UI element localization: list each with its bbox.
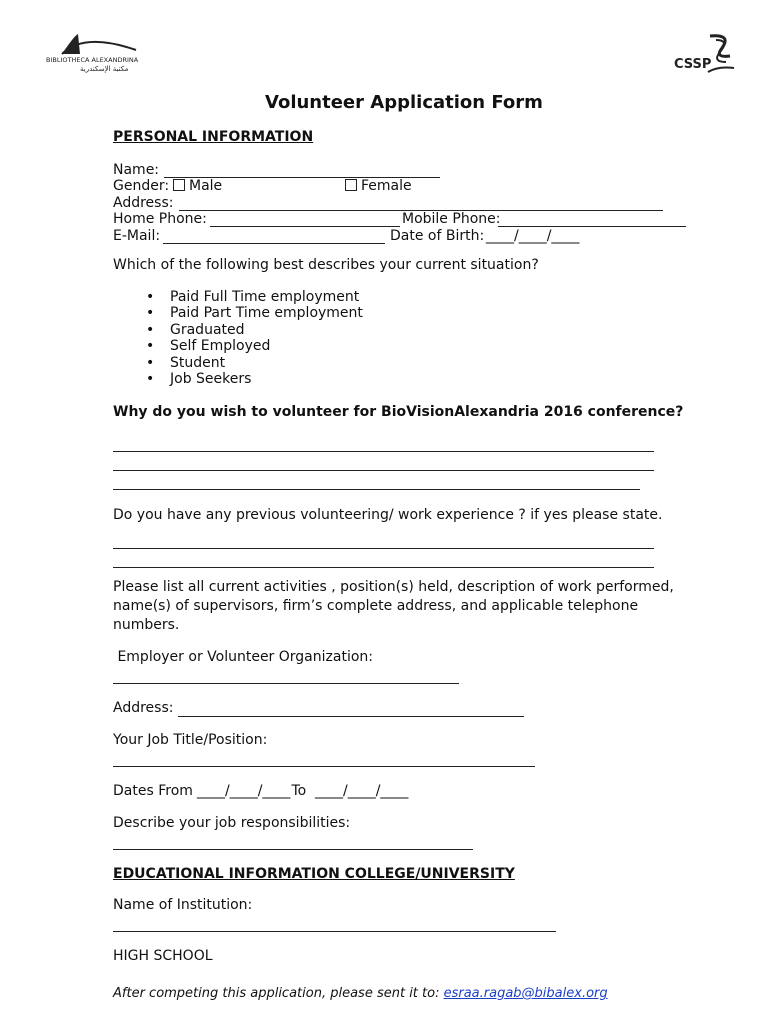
cssp-logo: [672, 32, 736, 78]
job-title-field[interactable]: [113, 766, 535, 767]
high-school-label: HIGH SCHOOL: [113, 948, 213, 964]
activities-instructions-1: Please list all current activities , position(s) held, description of work performed,: [113, 579, 674, 595]
bullet-icon: •: [146, 322, 155, 338]
male-label: Male: [189, 178, 223, 194]
home-phone-field[interactable]: [210, 226, 400, 227]
situation-option: Job Seekers: [170, 371, 252, 387]
education-heading: EDUCATIONAL INFORMATION COLLEGE/UNIVERSITY: [113, 866, 515, 882]
dob-field[interactable]: ____/____/____: [486, 228, 580, 244]
employer-org-field[interactable]: [113, 683, 459, 684]
why-answer-line-3[interactable]: [113, 489, 640, 490]
institution-label: Name of Institution:: [113, 897, 253, 913]
employer-address-field[interactable]: [178, 716, 524, 717]
situation-option: Paid Part Time employment: [170, 305, 363, 321]
dob-label: Date of Birth:: [390, 228, 489, 244]
mobile-phone-label: Mobile Phone:: [402, 211, 501, 227]
situation-option: Student: [170, 355, 226, 371]
male-checkbox[interactable]: [173, 179, 185, 191]
why-volunteer-question: Why do you wish to volunteer for BioVisionAlexandria 2016 conference?: [113, 404, 684, 420]
home-phone-label: Home Phone:: [113, 211, 212, 227]
mobile-phone-field[interactable]: [498, 226, 686, 227]
dates-to-label: To: [287, 783, 311, 799]
dates-to-field[interactable]: ____/____/____: [315, 783, 409, 799]
job-title-label: Your Job Title/Position:: [113, 732, 268, 748]
dates-from-label: Dates From: [113, 783, 198, 799]
activities-instructions-3: numbers.: [113, 617, 180, 633]
employer-org-label: Employer or Volunteer Organization:: [113, 649, 373, 665]
logo-left-name: BIBLIOTHECA ALEXANDRINA: [46, 56, 139, 64]
logo-right-name: CSSP: [674, 57, 712, 72]
situation-question: Which of the following best describes your current situation?: [113, 257, 539, 273]
activities-instructions-2: name(s) of supervisors, firm’s complete address, and applicable telephone: [113, 598, 639, 614]
logo-left-arabic: مكتبة الإسكندرية: [80, 65, 129, 73]
name-label: Name:: [113, 162, 164, 178]
why-answer-line-2[interactable]: [113, 470, 654, 471]
gender-male-option[interactable]: [173, 178, 222, 194]
address-label: Address:: [113, 195, 178, 211]
dates-from-field[interactable]: ____/____/____: [197, 783, 291, 799]
footer-text: After competing this application, please sent it to:: [113, 986, 444, 1001]
situation-option: Graduated: [170, 322, 245, 338]
responsibilities-field[interactable]: [113, 849, 473, 850]
bullet-icon: •: [146, 289, 155, 305]
form-title: Volunteer Application Form: [265, 92, 543, 113]
institution-field[interactable]: [113, 931, 556, 932]
experience-answer-line-2[interactable]: [113, 567, 654, 568]
email-field[interactable]: [163, 243, 385, 244]
bullet-icon: •: [146, 355, 155, 371]
footer-note: [113, 986, 608, 1001]
gender-female-option[interactable]: [345, 178, 412, 194]
situation-option: Paid Full Time employment: [170, 289, 360, 305]
experience-question: Do you have any previous volunteering/ work experience ? if yes please state.: [113, 507, 663, 523]
footer-email-link[interactable]: esraa.ragab@bibalex.org: [443, 986, 608, 1001]
female-checkbox[interactable]: [345, 179, 357, 191]
bullet-icon: •: [146, 338, 155, 354]
employer-address-label: Address:: [113, 700, 178, 716]
bullet-icon: •: [146, 305, 155, 321]
experience-answer-line-1[interactable]: [113, 548, 654, 549]
bullet-icon: •: [146, 371, 155, 387]
personal-information-heading: PERSONAL INFORMATION: [113, 129, 314, 145]
responsibilities-label: Describe your job responsibilities:: [113, 815, 351, 831]
email-label: E-Mail:: [113, 228, 165, 244]
female-label: Female: [361, 178, 412, 194]
gender-label: Gender:: [113, 178, 174, 194]
why-answer-line-1[interactable]: [113, 451, 654, 452]
situation-option: Self Employed: [170, 338, 271, 354]
bibliotheca-alexandrina-logo: [44, 28, 144, 74]
